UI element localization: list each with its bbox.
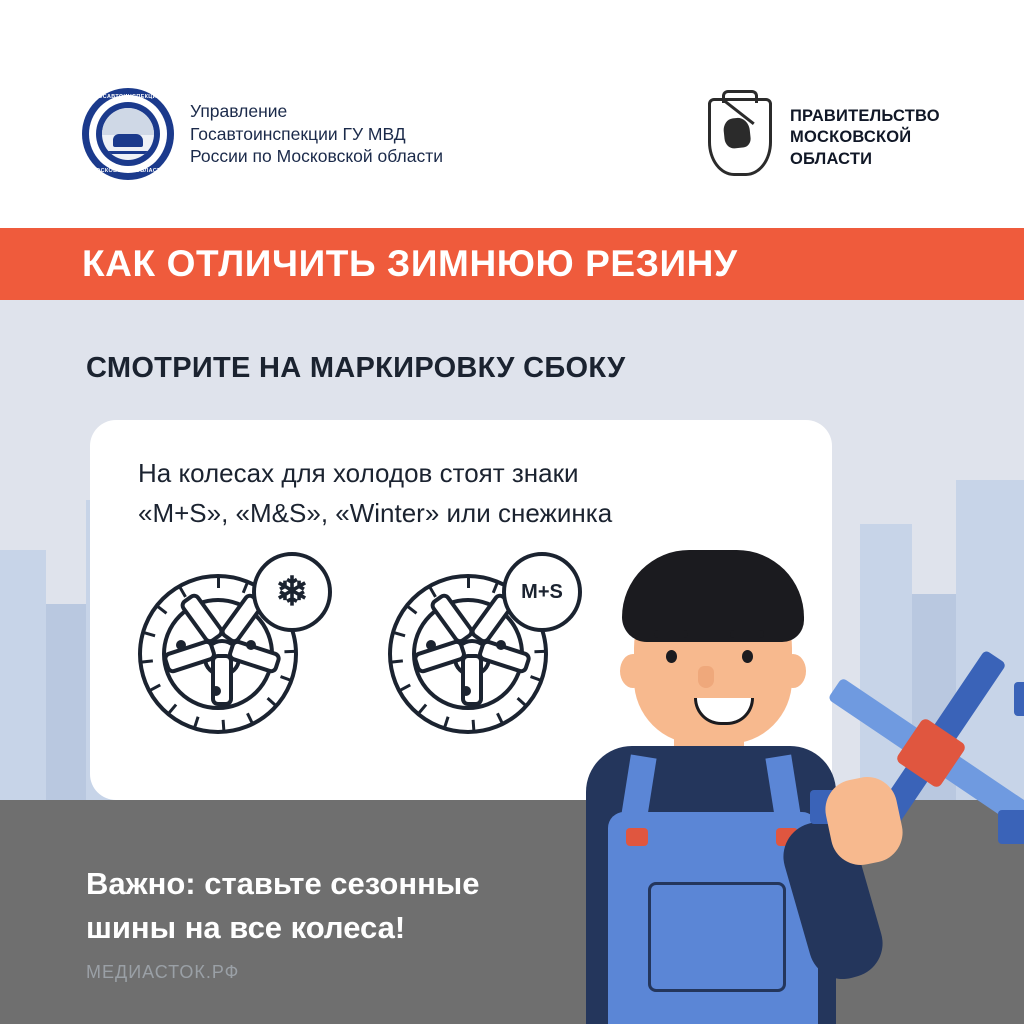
important-note-line-2: шины на все колеса!	[86, 910, 406, 946]
important-note-line-1: Важно: ставьте сезонные	[86, 866, 480, 901]
gai-logo-line-1: Управление	[190, 101, 288, 122]
overall-clip-left	[626, 828, 648, 846]
character-hair	[622, 550, 804, 642]
gov-logo-line-3: ОБЛАСТИ	[790, 149, 873, 168]
moscow-region-crest-icon	[700, 92, 774, 184]
gov-logo-line-2: МОСКОВСКОЙ	[790, 128, 912, 147]
seal-text-top: ГОСАВТОИНСПЕКЦИЯ	[94, 94, 162, 100]
info-card-line-1: На колесах для холодов стоят знаки	[138, 458, 579, 488]
ms-marking-badge: M+S	[502, 552, 582, 632]
overall-pocket	[648, 882, 786, 992]
gai-logo-line-2: Госавтоинспекции ГУ МВД	[190, 123, 406, 144]
gai-logo-block	[82, 88, 443, 180]
gai-logo-line-3: России по Московской области	[190, 146, 443, 167]
character-eye-left	[666, 650, 677, 663]
gov-logo-line-1: ПРАВИТЕЛЬСТВО	[790, 107, 940, 126]
gosavtoinspekciya-seal-icon	[82, 88, 174, 180]
banner-title: КАК ОТЛИЧИТЬ ЗИМНЮЮ РЕЗИНУ	[82, 243, 738, 284]
snowflake-badge-icon: ❄	[252, 552, 332, 632]
info-card-line-2: «M+S», «M&S», «Winter» или снежинка	[138, 497, 613, 528]
banner	[0, 228, 1024, 300]
character-eyebrow-left	[654, 630, 688, 638]
government-logo-text	[790, 106, 940, 169]
seal-text-bottom: МОСКОВСКАЯ ОБЛАСТЬ	[91, 168, 165, 174]
watermark: МЕДИАСТОК.РФ	[86, 962, 240, 982]
gai-logo-text	[190, 100, 443, 167]
important-note	[86, 862, 480, 950]
character-eye-right	[742, 650, 753, 663]
section-subtitle: СМОТРИТЕ НА МАРКИРОВКУ СБОКУ	[86, 352, 626, 384]
mechanic-illustration	[498, 520, 1024, 1024]
government-logo-block	[700, 92, 940, 184]
character-nose	[698, 666, 714, 688]
header	[0, 0, 1024, 228]
character-eyebrow-right	[730, 630, 764, 638]
